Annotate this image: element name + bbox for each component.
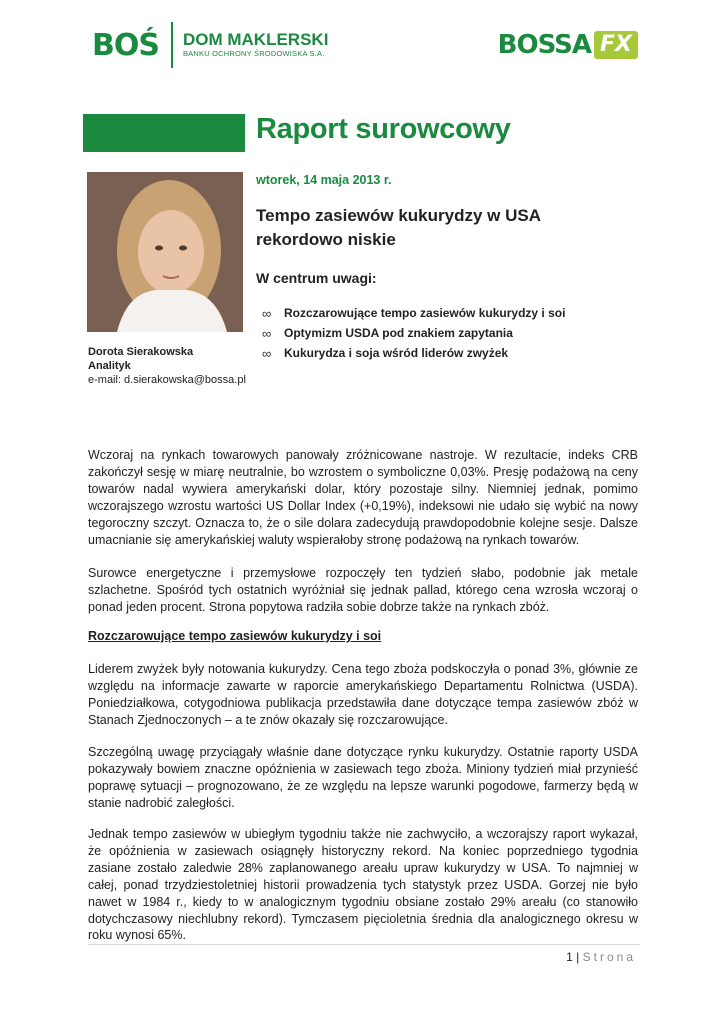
infinity-bullet-icon: ∞ — [262, 345, 272, 361]
body-paragraph-5: Jednak tempo zasiewów w ubiegłym tygodniu także nie zachwyciło, a wczorajszy raport wykazał, że opóźnienia w zasiewach osiągnęły historyczny rekord. Na koniec poprzedniego tygodnia zasiane zostało zaledwie 28% zaplanowanego areału upraw kukurydzy w USA. To najmniej w całej, ponad trzydziestoletniej historii prowadzenia tych statystyk przez USDA. Gorzej nie było nawet w 1984 r., kiedy to w analogicznym tygodniu obsiane zostało 29% areału (co stanowiło dotychczasowy niechlubny rekord). Tymczasem pięcioletnia średnia dla analogicznego okresu w roku wynosi 65%. — [88, 827, 638, 943]
body-paragraph-1: Wczoraj na rynkach towarowych panowały zróżnicowane nastroje. W rezultacie, indeks CRB zakończył sesję w miarę neutralnie, bo wzrostem o symboliczne 0,03%. Presję podażową na ceny towarów nadal wywiera amerykański dolar, który pozostaje silny. Niemniej jednak, pomimo wczorajszego wzrostu wartości US Dollar Index (+0,19%), indeksowi nie udało się wybić na nowy tegoroczny szczyt. Oznacza to, że o sile dolara zadecydują prawdopodobnie kolejne sesje. Dalsze umacnianie się amerykańskiej waluty wspierałoby stronę podażową na rynkach towarów. — [88, 448, 638, 547]
body-paragraph-3: Liderem zwyżek były notowania kukurydzy. Cena tego zboża podskoczyła o ponad 3%, głównie ze względu na informacje zawarte w raporcie amerykańskiego Departamentu Rolnictwa (USDA). Poniedziałkowa, cotygodniowa publikacja przedstawiła dane dotyczące tempa zasiewów zbóż w Stanach Zjednoczonych – a te znów okazały się rozczarowujące. — [88, 662, 638, 727]
fx-badge: FX — [594, 31, 638, 59]
title-accent-bar — [83, 114, 245, 152]
body-paragraph-4: Szczególną uwagę przyciągały właśnie dane dotyczące rynku kukurydzy. Ostatnie raporty USDA pokazywały bowiem znaczne opóźnienia w zasiewach tego zboża. Miniony tydzień miał przynieść poprawę sytuacji – prognozowano, że ze względu na lepsze warunki pogodowe, farmerzy będą w stanie nadrobić zaległości. — [88, 745, 638, 810]
page-label: Strona — [582, 950, 636, 964]
analyst-portrait-icon — [87, 172, 243, 332]
report-date: wtorek, 14 maja 2013 r. — [256, 173, 392, 187]
infinity-bullet-icon: ∞ — [262, 325, 272, 341]
author-role: Analityk — [88, 360, 131, 372]
dom-maklerski-wordmark — [183, 31, 328, 59]
bos-logo-mark: BOŚ — [92, 27, 159, 63]
list-item — [262, 343, 565, 363]
logo-divider — [171, 22, 173, 68]
bullet-text: Rozczarowujące tempo zasiewów kukurydzy i soi — [284, 306, 566, 320]
bos-dom-maklerski-logo — [92, 20, 328, 70]
list-item — [262, 303, 565, 323]
bossa-wordmark: BOSSA — [497, 30, 591, 60]
footer-divider — [88, 944, 640, 945]
author-email[interactable]: e-mail: d.sierakowska@bossa.pl — [88, 374, 246, 386]
focus-bullet-list — [262, 303, 565, 363]
infinity-bullet-icon: ∞ — [262, 305, 272, 321]
footer-separator: | — [576, 950, 580, 964]
report-headline: Tempo zasiewów kukurydzy w USA rekordowo niskie — [256, 206, 541, 249]
author-name: Dorota Sierakowska — [88, 346, 194, 358]
section-heading: Rozczarowujące tempo zasiewów kukurydzy i soi — [88, 629, 382, 643]
bossa-fx-logo — [498, 30, 638, 60]
bullet-text: Optymizm USDA pod znakiem zapytania — [284, 326, 513, 340]
report-title: Raport surowcowy — [256, 113, 511, 145]
body-paragraph-2: Surowce energetyczne i przemysłowe rozpoczęły ten tydzień słabo, podobnie jak metale szlachetne. Spośród tych ostatnich wyróżniał się jednak pallad, którego cena wzrosła wczoraj o ponad jeden procent. Strona popytowa radziła sobie dobrze także na rynkach zbóż. — [88, 566, 638, 614]
page-footer — [566, 950, 636, 964]
page-number: 1 — [566, 950, 573, 964]
list-item — [262, 323, 565, 343]
bullet-text: Kukurydza i soja wśród liderów zwyżek — [284, 346, 509, 360]
dom-maklerski-subtitle: BANKU OCHRONY ŚRODOWISKA S.A. — [182, 49, 325, 58]
analyst-photo — [87, 172, 243, 332]
dom-maklerski-title: DOM MAKLERSKI — [182, 30, 329, 49]
focus-label: W centrum uwagi: — [256, 270, 377, 286]
